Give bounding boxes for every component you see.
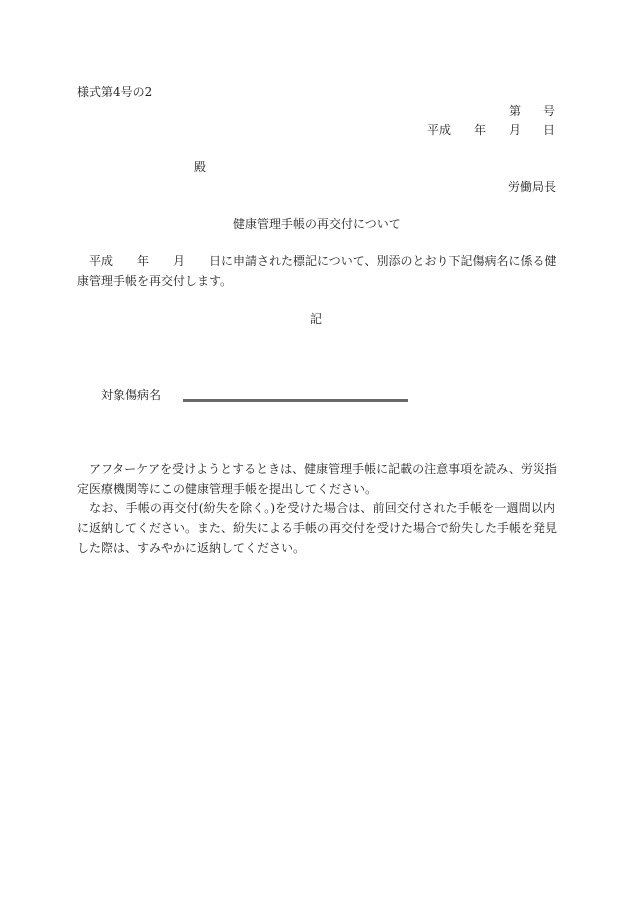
date-day: 日	[543, 123, 556, 137]
disease-name-underline	[183, 399, 408, 402]
form-number: 様式第4号の2	[77, 85, 153, 99]
doc-number-go: 号	[543, 104, 556, 118]
date-month: 月	[509, 123, 522, 137]
disease-label: 対象傷病名	[101, 388, 162, 402]
addressee-suffix: 殿	[194, 160, 207, 174]
notes-line: アフターケアを受けようとするときは、健康管理手帳に記載の注意事項を読み、労災指	[77, 462, 557, 476]
doc-number-dai: 第	[509, 104, 522, 118]
notes-line: に返納してください。また、紛失による手帳の再交付を受けた場合で紛失した手帳を発見	[77, 521, 558, 535]
issuer: 労働局長	[508, 180, 557, 194]
notes-line: した際は、すみやかに返納してください。	[77, 541, 306, 555]
intro-line: 康管理手帳を再交付します。	[77, 274, 233, 288]
notes-line: 定医療機関等にこの健康管理手帳を提出してください。	[77, 482, 378, 496]
ki-heading: 記	[310, 312, 323, 326]
intro-line: 平成 年 月 日に申請された標記について、別添のとおり下記傷病名に係る健	[77, 254, 557, 268]
document-title: 健康管理手帳の再交付について	[233, 217, 401, 231]
date-year: 年	[474, 123, 487, 137]
date-era: 平成	[427, 123, 452, 137]
notes-line: なお、手帳の再交付(紛失を除く。)を受けた場合は、前回交付された手帳を一週間以内	[77, 501, 555, 515]
